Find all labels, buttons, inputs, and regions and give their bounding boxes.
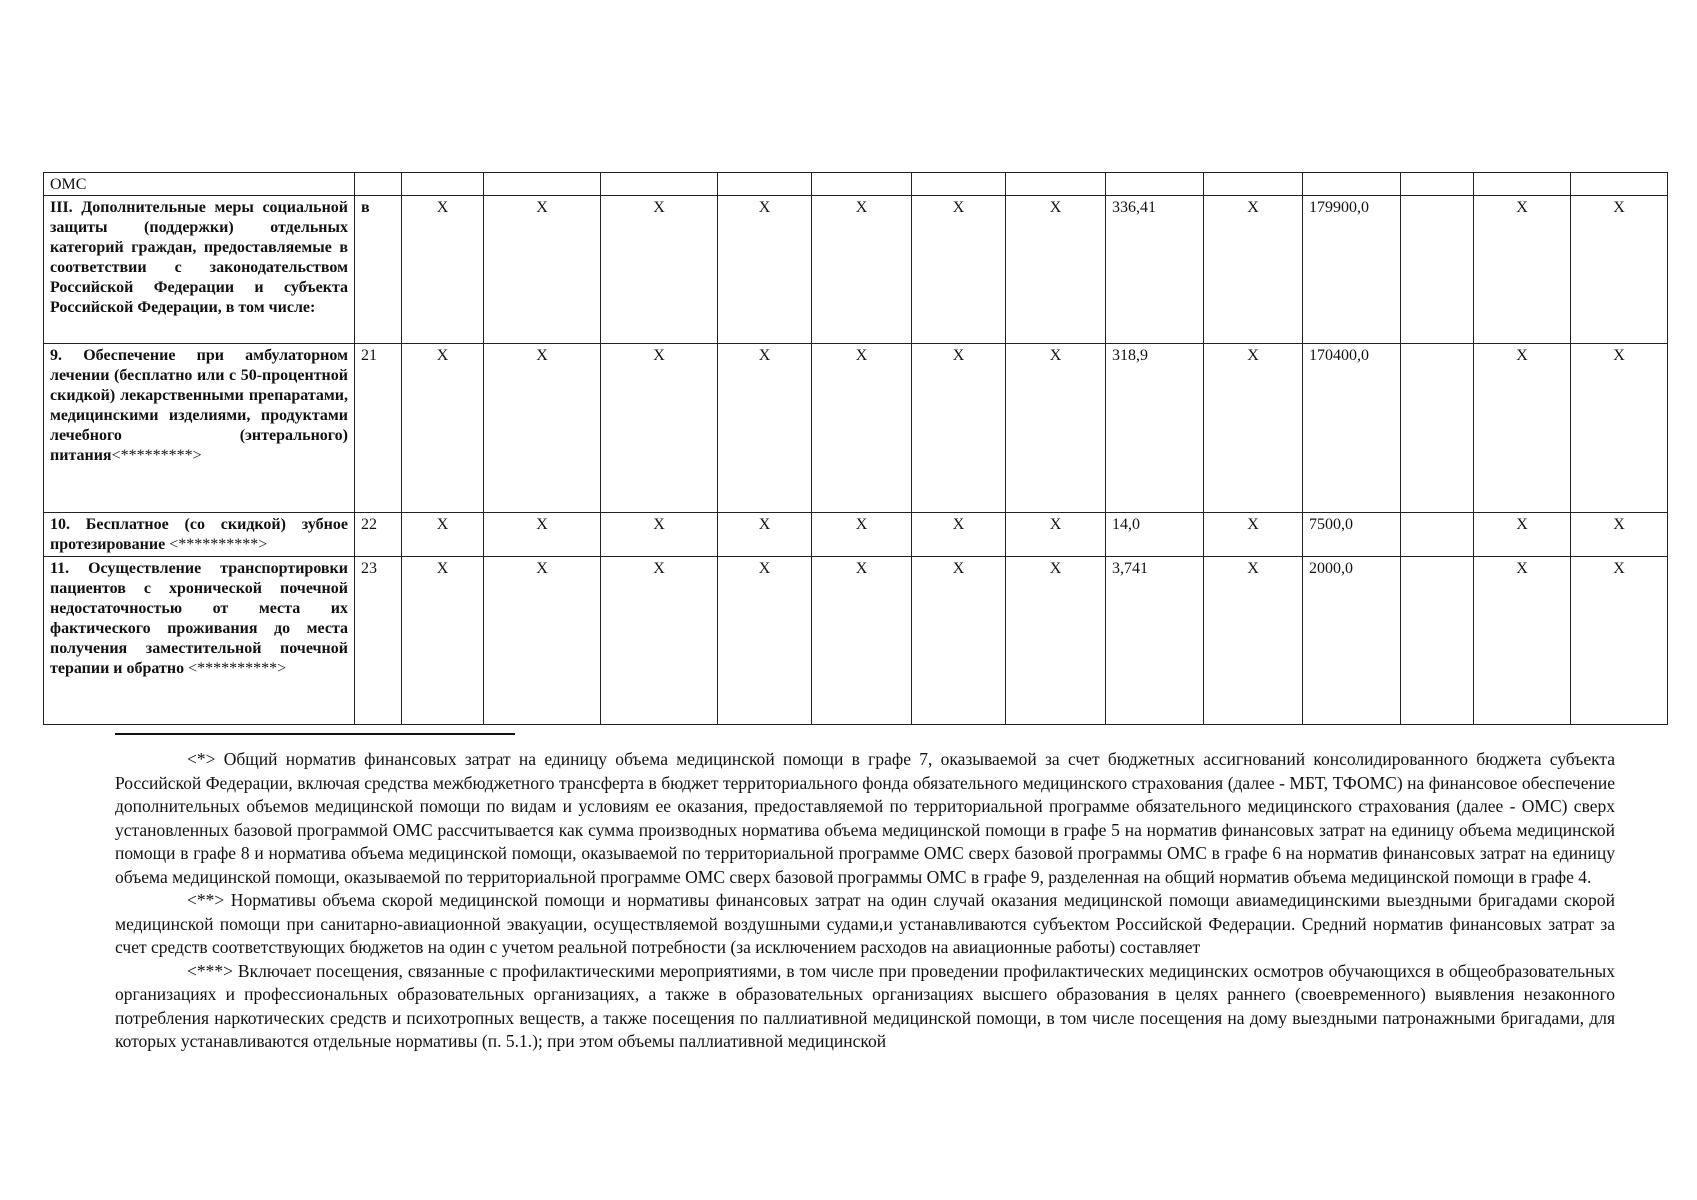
table-cell: 3,741 (1106, 557, 1204, 725)
table-cell: X (402, 196, 484, 344)
footnotes (115, 748, 1615, 1054)
row-code-cell (355, 173, 402, 196)
table-cell: X (812, 196, 912, 344)
table-cell: X (718, 196, 812, 344)
table-cell: X (484, 196, 601, 344)
table-cell: X (402, 557, 484, 725)
table-cell: X (1006, 513, 1106, 557)
table-row (44, 513, 1668, 557)
table-row (44, 173, 1668, 196)
row-name: 9. Обеспечение при амбулаторном лечении (бесплатно или с 50-процентной скидкой) лекарственными препаратами, медицинскими изделиями, продуктами лечебного (энтерального) питания (50, 347, 348, 464)
row-name: ОМС (50, 176, 87, 193)
table-cell: X (601, 513, 718, 557)
table-cell: 318,9 (1106, 344, 1204, 513)
table-cell: X (1474, 196, 1571, 344)
row-name-cell (44, 196, 355, 344)
table-cell: X (718, 513, 812, 557)
table-cell: X (1204, 513, 1303, 557)
table-cell (601, 173, 718, 196)
row-name-cell (44, 513, 355, 557)
footnote-ref: <**********> (184, 660, 287, 677)
table-cell (1401, 557, 1474, 725)
table-cell (1204, 173, 1303, 196)
row-name: 11. Осуществление транспортировки пациентов с хронической почечной недостаточностью от места их фактического проживания до места получения заместительной почечной терапии и обратно (50, 560, 348, 677)
row-name-cell (44, 344, 355, 513)
table-cell (812, 173, 912, 196)
row-code: 21 (355, 344, 402, 513)
row-name-cell (44, 173, 355, 196)
table-cell: X (912, 196, 1006, 344)
row-name: III. Дополнительные меры социальной защиты (поддержки) отдельных категорий граждан, предоставляемые в соответствии с законодательством Российской Федерации и субъекта Российской Федерации, в том числе: (50, 199, 348, 316)
table-cell: 2000,0 (1303, 557, 1401, 725)
table-cell: X (1474, 557, 1571, 725)
footnote-ref: <*********> (111, 447, 202, 464)
table-body (44, 173, 1668, 725)
footnote-3: <***> Включает посещения, связанные с профилактическими мероприятиями, в том числе при проведении профилактических медицинских осмотров обучающихся в общеобразовательных организациях и профессиональных образовательных организациях, а также в образовательных организациях высшего образования в целях раннего (своевременного) выявления незаконного потребления наркотических средств и психотропных веществ, а также посещения по паллиативной медицинской помощи, в том числе посещения на дому выездными патронажными бригадами, для которых устанавливаются отдельные нормативы (п. 5.1.); при этом объемы паллиативной медицинской (115, 960, 1615, 1051)
table-row (44, 557, 1668, 725)
footnote-ref: <**********> (165, 536, 268, 553)
table-cell: X (912, 557, 1006, 725)
table-cell (1474, 173, 1571, 196)
table-cell: X (601, 344, 718, 513)
table-cell: X (484, 344, 601, 513)
table-cell: X (402, 344, 484, 513)
table-cell: X (402, 513, 484, 557)
table-cell: X (601, 196, 718, 344)
table-cell (1106, 173, 1204, 196)
table-cell: X (718, 344, 812, 513)
normative-table (43, 172, 1668, 725)
table-cell: X (1474, 344, 1571, 513)
row-code: в (355, 196, 402, 344)
table-cell: X (1571, 513, 1668, 557)
footnote-2: <**> Нормативы объема скорой медицинской помощи и нормативы финансовых затрат на один случай оказания медицинской помощи авиамедицинскими выездными бригадами скорой медицинской помощи при санитарно-авиационной эвакуации, осуществляемой воздушными судами,и устанавливаются субъектом Российской Федерации. Средний норматив финансовых затрат за счет средств соответствующих бюджетов на один с учетом реальной потребности (за исключением расходов на авиационные работы) составляет (115, 890, 1615, 957)
table-cell: X (1204, 344, 1303, 513)
table-cell: 7500,0 (1303, 513, 1401, 557)
table-cell: X (1204, 557, 1303, 725)
table-row (44, 196, 1668, 344)
table-cell: X (484, 513, 601, 557)
table-row (44, 344, 1668, 513)
table-cell (1303, 173, 1401, 196)
table-cell (1571, 173, 1668, 196)
table-cell: X (812, 513, 912, 557)
table-cell: 14,0 (1106, 513, 1204, 557)
row-name-cell (44, 557, 355, 725)
table-cell: X (484, 557, 601, 725)
table-cell: X (1571, 557, 1668, 725)
footnote-1: <*> Общий норматив финансовых затрат на единицу объема медицинской помощи в графе 7, оказываемой за счет бюджетных ассигнований консолидированного бюджета субъекта Российской Федерации, включая средства межбюджетного трансферта в бюджет территориального фонда обязательного медицинского страхования (далее - МБТ, ТФОМС) на финансовое обеспечение дополнительных объемов медицинской помощи по видам и условиям ее оказания, предоставляемой по территориальной программе обязательного медицинского страхования (далее - ОМС) сверх установленных базовой программой ОМС рассчитывается как сумма производных норматива объема медицинской помощи в графе 5 на норматив финансовых затрат на единицу объема медицинской помощи в графе 8 и норматива объема медицинской помощи, оказываемой по территориальной программе ОМС сверх базовой программы ОМС в графе 6 на норматив финансовых затрат на единицу объема медицинской помощи, оказываемой по территориальной программе ОМС сверх базовой программы ОМС в графе 9, разделенная на общий норматив объема медицинской помощи в графе 4. (115, 749, 1615, 887)
table-cell (1006, 173, 1106, 196)
table-cell: X (1571, 344, 1668, 513)
table-cell: X (1204, 196, 1303, 344)
table-cell (1401, 173, 1474, 196)
table-cell: 179900,0 (1303, 196, 1401, 344)
table-cell: X (812, 557, 912, 725)
footnote-separator (115, 733, 515, 735)
table-cell (484, 173, 601, 196)
table-cell: X (1474, 513, 1571, 557)
table-cell: X (912, 513, 1006, 557)
table-cell: X (601, 557, 718, 725)
row-code: 23 (355, 557, 402, 725)
table-cell: X (812, 344, 912, 513)
table-cell (1401, 513, 1474, 557)
row-name: 10. Бесплатное (со скидкой) зубное протезирование (50, 516, 348, 553)
table-cell: X (1006, 196, 1106, 344)
table-cell: 170400,0 (1303, 344, 1401, 513)
row-code: 22 (355, 513, 402, 557)
table-cell: X (1006, 344, 1106, 513)
table-cell (718, 173, 812, 196)
table-cell: X (718, 557, 812, 725)
table-cell: X (1006, 557, 1106, 725)
table-cell: X (912, 344, 1006, 513)
table-cell (1401, 196, 1474, 344)
table-cell (1401, 344, 1474, 513)
table-cell (912, 173, 1006, 196)
table-cell: X (1571, 196, 1668, 344)
table-cell (402, 173, 484, 196)
table-cell: 336,41 (1106, 196, 1204, 344)
